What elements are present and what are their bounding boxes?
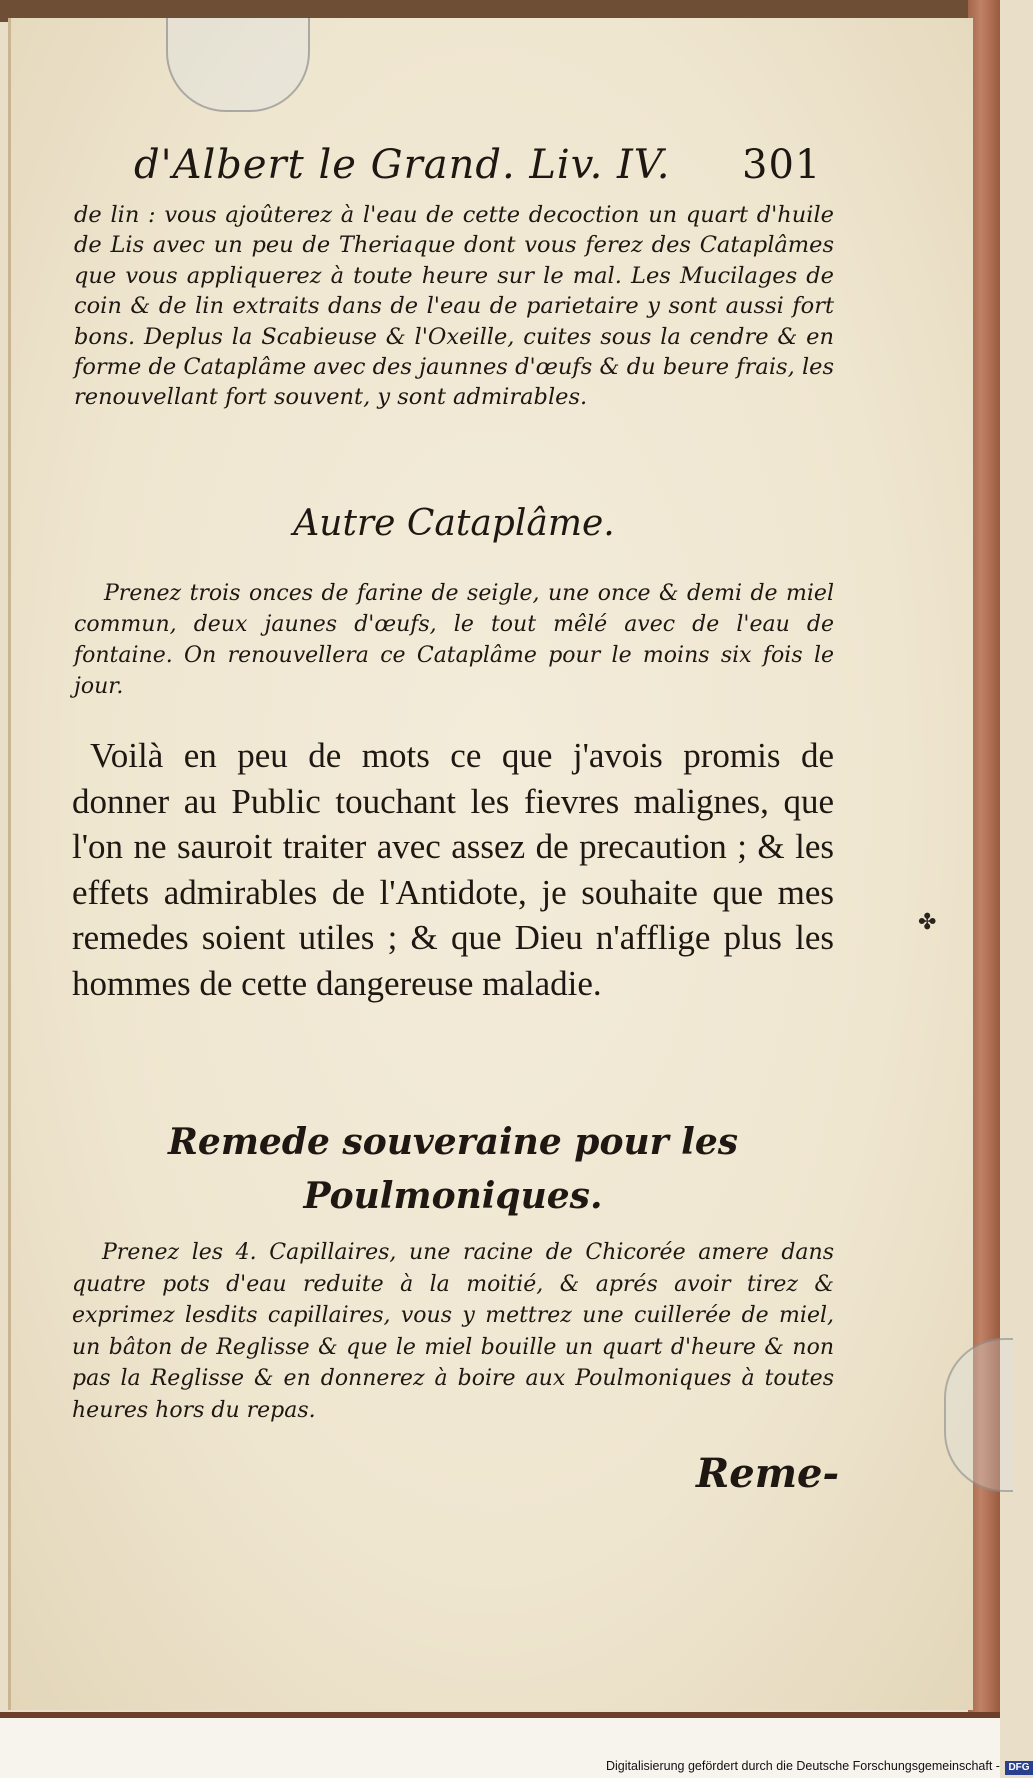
digitization-credit xyxy=(606,1756,1030,1776)
section-title-remede-poulmoniques: Remede souveraine pour les Poulmoniques. xyxy=(168,1121,738,1217)
page-header xyxy=(74,142,834,198)
dfg-logo: DFG xyxy=(1005,1761,1032,1775)
page-number: 301 xyxy=(742,142,822,188)
paragraph-1: de lin : vous ajoûterez à l'eau de cette decoction un quart d'huile de Lis avec un peu de Theriaque dont vous ferez des Cataplâmes que vous appliquerez à toute heure sur le mal. Les Mucilages de coin & de lin extraits dans de l'eau de parietaire y sont aussi fort bons. Deplus la Scabieuse & l'Oxeille, cuites sous la cendre & en forme de Cataplâme avec des jaunnes d'œufs & du beure frais, les renouvellant fort souvent, y sont admirables. xyxy=(74,202,834,411)
page-clip-top xyxy=(166,18,310,112)
margin-ornament-icon: ✤ xyxy=(918,910,937,935)
page-clip-right xyxy=(944,1338,1013,1492)
credit-text: Digitalisierung gefördert durch die Deutsche Forschungsgemeinschaft - xyxy=(606,1759,1000,1773)
paragraph-4: Prenez les 4. Capillaires, une racine de Chicorée amere dans quatre pots d'eau reduite à la moitié, & aprés avoir tirez & exprimez lesdits capillaires, vous y mettrez une cuillerée de miel, un bâton de Reglisse & que le miel bouille un quart d'heure & non pas la Reglisse & en donnerez à boire aux Poulmoniques à toutes heures hors du repas. xyxy=(72,1240,834,1423)
paragraph-3: Voilà en peu de mots ce que j'avois promis de donner au Public touchant les fievres malignes, que l'on ne sauroit traiter avec assez de precaution ; & les effets admirables de l'Antidote, je souhaite que mes remedes soient utiles ; & que Dieu n'afflige plus les hommes de cette dangereuse maladie. xyxy=(72,736,834,1003)
running-title: d'Albert le Grand. Liv. IV. xyxy=(134,142,671,188)
paragraph-2: Prenez trois onces de farine de seigle, une once & demi de miel commun, deux jaunes d'œufs, le tout mêlé avec de l'eau de fontaine. On renouvellera ce Cataplâme pour le moins six fois le jour. xyxy=(74,581,834,699)
section-title-autre-cataplame: Autre Cataplâme. xyxy=(293,503,615,544)
catchword: Reme- xyxy=(696,1450,840,1497)
